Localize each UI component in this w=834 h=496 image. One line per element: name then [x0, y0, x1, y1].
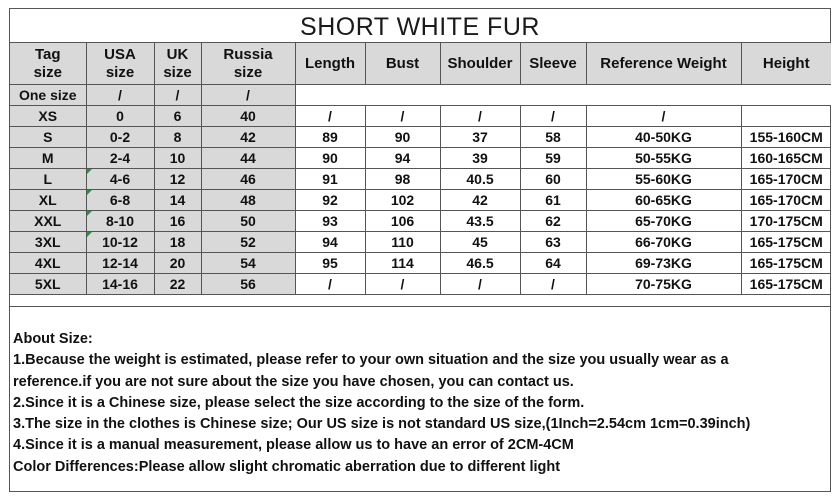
- table-cell: 43.5: [440, 211, 520, 232]
- table-cell: /: [520, 274, 586, 295]
- table-cell: 92: [295, 190, 365, 211]
- cell-marker-icon: [87, 190, 92, 195]
- table-cell: 90: [365, 127, 440, 148]
- size-chart: [9, 8, 831, 492]
- table-cell: 42: [440, 190, 520, 211]
- table-cell: 160-165CM: [741, 148, 831, 169]
- table-cell: 56: [201, 274, 295, 295]
- table-cell: 114: [365, 253, 440, 274]
- one-size-row: [10, 85, 831, 106]
- header-uk-size: UK size: [154, 43, 201, 85]
- table-cell: 55-60KG: [586, 169, 741, 190]
- table-cell: 165-175CM: [741, 232, 831, 253]
- header-reference-weight: Reference Weight: [586, 43, 741, 85]
- table-cell: 6-8: [86, 190, 154, 211]
- table-cell: 89: [295, 127, 365, 148]
- table-cell: 66-70KG: [586, 232, 741, 253]
- table-cell: 102: [365, 190, 440, 211]
- table-cell: 91: [295, 169, 365, 190]
- table-cell: 10-12: [86, 232, 154, 253]
- table-cell: 20: [154, 253, 201, 274]
- table-cell: 106: [365, 211, 440, 232]
- header-tag-size: Tag size: [10, 43, 86, 85]
- table-cell: M: [10, 148, 86, 169]
- table-cell: 165-175CM: [741, 274, 831, 295]
- table-cell: 12-14: [86, 253, 154, 274]
- table-cell: 46: [201, 169, 295, 190]
- table-cell: 0: [86, 106, 154, 127]
- header-length: Length: [295, 43, 365, 85]
- empty-cell: [295, 85, 831, 106]
- table-cell: 64: [520, 253, 586, 274]
- table-cell: 12: [154, 169, 201, 190]
- table-cell: 37: [440, 127, 520, 148]
- table-cell: 14-16: [86, 274, 154, 295]
- note-line: reference.if you are not sure about the size you have chosen, you can contact us.: [13, 373, 574, 390]
- table-cell: 94: [295, 232, 365, 253]
- table-cell: 63: [520, 232, 586, 253]
- table-cell: 59: [520, 148, 586, 169]
- table-cell: 165-170CM: [741, 169, 831, 190]
- header-usa-size: USA size: [86, 43, 154, 85]
- table-cell: 14: [154, 190, 201, 211]
- table-row: [10, 148, 831, 169]
- cell-marker-icon: [87, 169, 92, 174]
- table-cell: 60-65KG: [586, 190, 741, 211]
- table-cell: 110: [365, 232, 440, 253]
- cell-marker-icon: [87, 211, 92, 216]
- note-line: 3.The size in the clothes is Chinese size; Our US size is not standard US size,(1Inch=2.54cm 1cm=0.39inch): [13, 416, 751, 433]
- table-cell: /: [520, 106, 586, 127]
- table-cell: 4-6: [86, 169, 154, 190]
- table-cell: 69-73KG: [586, 253, 741, 274]
- table-row: [10, 274, 831, 295]
- table-cell: 50-55KG: [586, 148, 741, 169]
- table-cell: 155-160CM: [741, 127, 831, 148]
- header-russia-size: Russia size: [201, 43, 295, 85]
- table-cell: 165-170CM: [741, 190, 831, 211]
- table-cell: 8: [154, 127, 201, 148]
- table-cell: 2-4: [86, 148, 154, 169]
- table-cell: 46.5: [440, 253, 520, 274]
- table-cell: /: [295, 274, 365, 295]
- note-line: 2.Since it is a Chinese size, please select the size according to the size of the form.: [13, 394, 585, 411]
- table-cell: S: [10, 127, 86, 148]
- table-row: [10, 232, 831, 253]
- size-notes: [10, 306, 830, 478]
- table-cell: /: [440, 106, 520, 127]
- table-cell: 39: [440, 148, 520, 169]
- note-line: 1.Because the weight is estimated, please refer to your own situation and the size you usually wear as a: [13, 352, 729, 369]
- table-cell: /: [365, 274, 440, 295]
- table-cell: /: [295, 106, 365, 127]
- header-sleeve: Sleeve: [520, 43, 586, 85]
- table-cell: 60: [520, 169, 586, 190]
- table-row: [10, 253, 831, 274]
- table-row: [10, 211, 831, 232]
- header-height: Height: [741, 43, 831, 85]
- note-line: 4.Since it is a manual measurement, please allow us to have an error of 2CM-4CM: [13, 437, 574, 454]
- header-bust: Bust: [365, 43, 440, 85]
- table-row: [10, 127, 831, 148]
- table-cell: /: [440, 274, 520, 295]
- table-cell: 45: [440, 232, 520, 253]
- table-cell: /: [154, 85, 201, 106]
- table-row: [10, 106, 831, 127]
- chart-title: SHORT WHITE FUR: [10, 9, 830, 43]
- table-cell: /: [201, 85, 295, 106]
- table-cell: 4XL: [10, 253, 86, 274]
- table-cell: One size: [10, 85, 86, 106]
- table-cell: XS: [10, 106, 86, 127]
- table-cell: 52: [201, 232, 295, 253]
- table-cell: 6: [154, 106, 201, 127]
- table-cell: 5XL: [10, 274, 86, 295]
- notes-heading: About Size:: [13, 331, 93, 347]
- table-cell: 40-50KG: [586, 127, 741, 148]
- table-cell: 22: [154, 274, 201, 295]
- table-header-row: [10, 43, 831, 85]
- table-cell: 42: [201, 127, 295, 148]
- table-cell: 54: [201, 253, 295, 274]
- table-cell: 48: [201, 190, 295, 211]
- table-cell: 16: [154, 211, 201, 232]
- table-cell: [741, 106, 831, 127]
- table-cell: 40: [201, 106, 295, 127]
- table-cell: XL: [10, 190, 86, 211]
- table-cell: 70-75KG: [586, 274, 741, 295]
- table-cell: 61: [520, 190, 586, 211]
- table-cell: 58: [520, 127, 586, 148]
- cell-marker-icon: [87, 232, 92, 237]
- table-cell: 62: [520, 211, 586, 232]
- note-line: Color Differences:Please allow slight chromatic aberration due to different light: [13, 458, 561, 475]
- table-cell: 65-70KG: [586, 211, 741, 232]
- table-cell: 94: [365, 148, 440, 169]
- table-cell: 3XL: [10, 232, 86, 253]
- table-cell: 8-10: [86, 211, 154, 232]
- table-cell: 44: [201, 148, 295, 169]
- table-cell: 18: [154, 232, 201, 253]
- table-cell: /: [586, 106, 741, 127]
- table-cell: /: [365, 106, 440, 127]
- table-cell: 90: [295, 148, 365, 169]
- size-table: [10, 43, 831, 295]
- table-cell: 40.5: [440, 169, 520, 190]
- table-cell: XXL: [10, 211, 86, 232]
- table-cell: /: [86, 85, 154, 106]
- table-cell: 10: [154, 148, 201, 169]
- table-cell: 95: [295, 253, 365, 274]
- table-cell: L: [10, 169, 86, 190]
- table-cell: 170-175CM: [741, 211, 831, 232]
- table-cell: 0-2: [86, 127, 154, 148]
- table-row: [10, 169, 831, 190]
- table-cell: 50: [201, 211, 295, 232]
- table-cell: 165-175CM: [741, 253, 831, 274]
- table-cell: 93: [295, 211, 365, 232]
- header-shoulder: Shoulder: [440, 43, 520, 85]
- table-row: [10, 190, 831, 211]
- table-cell: 98: [365, 169, 440, 190]
